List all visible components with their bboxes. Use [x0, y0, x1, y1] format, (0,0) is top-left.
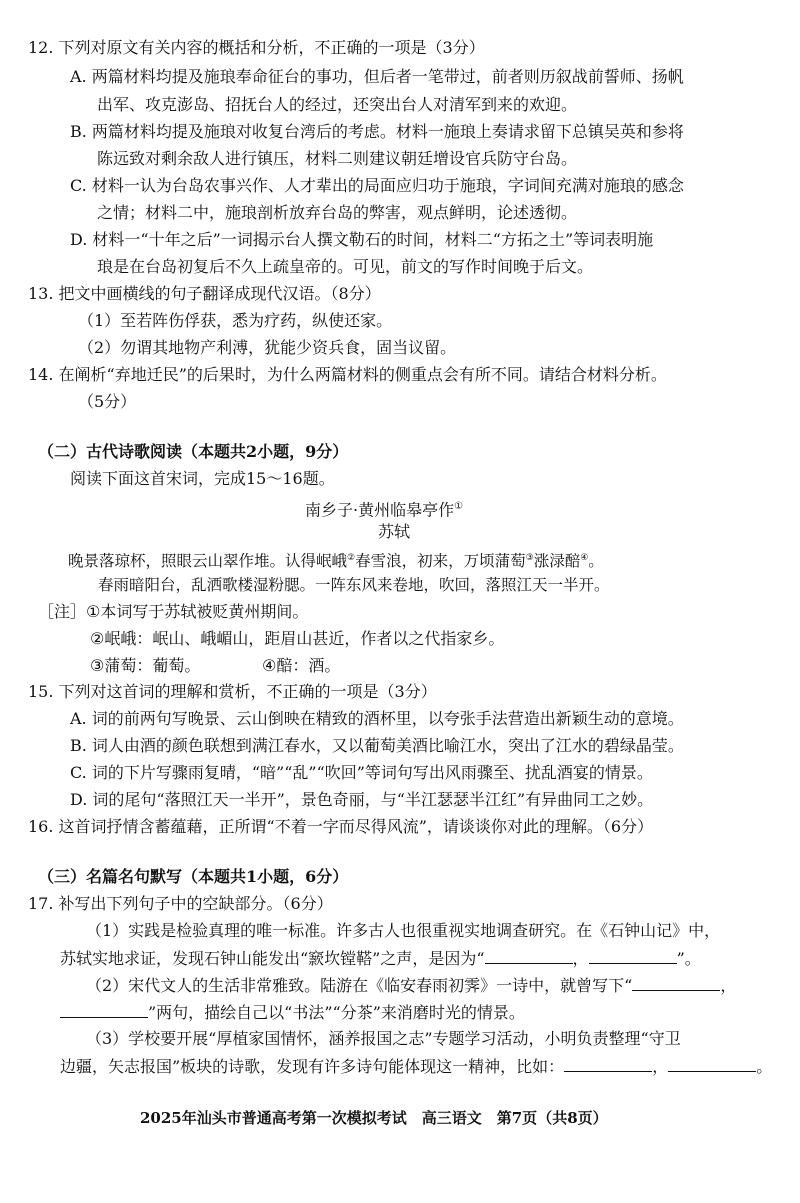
note-4: ④醅：酒。 [262, 656, 341, 675]
q15-option-c: C. 词的下片写骤雨复晴，“暗”“乱”“吹回”等词句写出风雨骤至、扰乱酒宴的情景。 [70, 763, 653, 782]
q17-part3-end: 。 [756, 1057, 773, 1076]
q12-option-a-line2: 出军、攻克澎岛、招抚台人的经过，还突出台人对清军到来的欢迎。 [97, 95, 578, 114]
poem-author: 苏轼 [378, 522, 411, 541]
q12-option-a-line1: A. 两篇材料均提及施琅奉命征台的事功，但后者一笔带过，前者则历叙战前誓师、扬帆 [70, 67, 684, 86]
q17-part1-end: ”。 [676, 949, 701, 968]
q17-part1-text: 苏轼实地求证，发现石钟山能发出“窾坎镗鞳”之声，是因为“ [60, 949, 485, 968]
note-1: ［注］①本词写于苏轼被贬黄州期间。 [38, 602, 309, 621]
q17-part1-line2 [60, 947, 701, 969]
q17-part3-line2 [60, 1055, 772, 1077]
poem-line-1-part-c: 涨渌醅 [533, 552, 581, 571]
q17-stem: 17. 补写出下列句子中的空缺部分。（6分） [28, 894, 333, 913]
answer-blank-6[interactable] [668, 1055, 756, 1072]
answer-blank-1[interactable] [485, 947, 573, 964]
note-mark-4: ④ [580, 553, 589, 563]
q17-part2-end: ”两句，描绘自己以“书法”“分茶”来消磨时光的情景。 [148, 1003, 525, 1022]
section-2-title: （二）古代诗歌阅读（本题共2小题，9分） [38, 442, 349, 461]
q15-option-d: D. 词的尾句“落照江天一半开”，景色奇丽，与“半江瑟瑟半江红”有异曲同工之妙。 [70, 790, 654, 809]
poem-intro: 阅读下面这首宋词，完成15～16题。 [70, 469, 335, 488]
q17-part2-comma: ， [720, 976, 737, 995]
note-3: ③蒲萄：葡萄。 [90, 656, 201, 675]
q17-part3-comma: ， [652, 1057, 669, 1076]
answer-blank-2[interactable] [589, 947, 677, 964]
q12-option-b-line1: B. 两篇材料均提及施琅对收复台湾后的考虑。材料一施琅上奏请求留下总镇吴英和参将 [70, 122, 684, 141]
poem-title-text: 南乡子·黄州临皋亭作 [305, 500, 455, 520]
poem-line-1-part-a: 晚景落琼杯，照眼云山翠作堆。认得岷峨 [68, 552, 348, 571]
page-footer: 2025年汕头市普通高考第一次模拟考试 高三语文 第7页（共8页） [140, 1109, 608, 1127]
poem-line-1-part-b: 春雪浪，初来，万顷蒲萄 [355, 552, 526, 571]
poem-line-1 [68, 547, 604, 569]
note-mark-2: ② [347, 553, 356, 563]
q12-stem: 12. 下列对原文有关内容的概括和分析，不正确的一项是（3分） [28, 38, 485, 57]
q17-part2-line1 [86, 974, 736, 996]
q17-part3-text: 边疆，矢志报国”板块的诗歌，发现有许多诗句能体现这一精神，比如： [60, 1057, 565, 1076]
q15-option-a: A. 词的前两句写晚景、云山倒映在精致的酒杯里，以夸张手法营造出新颖生动的意境。 [70, 709, 684, 728]
answer-blank-4[interactable] [60, 1001, 148, 1018]
poem-line-1-part-d: 。 [588, 552, 604, 571]
q16-stem: 16. 这首词抒情含蓄蕴藉，正所谓“不着一字而尽得风流”，请谈谈你对此的理解。（6分） [28, 817, 654, 836]
q17-part2-text: （2）宋代文人的生活非常雅致。陆游在《临安春雨初霁》一诗中，就曾写下“ [86, 976, 633, 995]
q13-stem: 13. 把文中画横线的句子翻译成现代汉语。（8分） [28, 284, 381, 303]
q12-option-c-line2: 之情；材料二中，施琅剖析放弃台岛的弊害，观点鲜明，论述透彻。 [97, 203, 578, 222]
q12-option-b-line2: 陈远致对剩余敌人进行镇压，材料二则建议朝廷增设官兵防守台岛。 [97, 149, 578, 168]
poem-title-note-mark: ① [454, 501, 464, 512]
q13-sentence-2: （2）勿谓其地物产利溥，犹能少资兵食，固当议留。 [78, 338, 457, 357]
q15-stem: 15. 下列对这首词的理解和赏析，不正确的一项是（3分） [28, 682, 437, 701]
q12-option-d-line2: 琅是在台岛初复后不久上疏皇帝的。可见，前文的写作时间晚于后文。 [97, 257, 594, 276]
poem-title [305, 496, 463, 518]
answer-blank-5[interactable] [564, 1055, 652, 1072]
q15-option-b: B. 词人由酒的颜色联想到满江春水，又以葡萄美酒比喻江水，突出了江水的碧绿晶莹。 [70, 736, 684, 755]
q17-part2-line2 [60, 1001, 525, 1023]
note-2: ②岷峨：岷山、峨嵋山，距眉山甚近，作者以之代指家乡。 [90, 629, 505, 648]
poem-line-2: 春雨暗阳台，乱洒歌楼湿粉腮。一阵东风来卷地，吹回，落照江天一半开。 [98, 576, 610, 594]
q17-part1-comma: ， [572, 949, 589, 968]
q12-option-d-line1: D. 材料一“十年之后”一词揭示台人撰文勒石的时间，材料二“方拓之土”等词表明施 [70, 230, 654, 249]
answer-blank-3[interactable] [632, 974, 720, 991]
q13-sentence-1: （1）至若阵伤俘获，悉为疗药，纵使还家。 [78, 311, 393, 330]
q14-stem-line2: （5分） [78, 392, 137, 411]
note-mark-3: ③ [525, 553, 534, 563]
q17-part1-line1: （1）实践是检验真理的唯一标准。许多古人也很重视实地调查研究。在《石钟山记》中， [86, 921, 721, 940]
q12-option-c-line1: C. 材料一认为台岛农事兴作、人才辈出的局面应归功于施琅，字词间充满对施琅的感念 [70, 176, 684, 195]
q14-stem-line1: 14. 在阐析“弃地迁民”的后果时，为什么两篇材料的侧重点会有所不同。请结合材料分析。 [28, 365, 667, 384]
q17-part3-line1: （3）学校要开展“厚植家国情怀，涵养报国之志”专题学习活动，小明负责整理“守卫 [86, 1029, 681, 1048]
section-3-title: （三）名篇名句默写（本题共1小题，6分） [38, 867, 349, 886]
